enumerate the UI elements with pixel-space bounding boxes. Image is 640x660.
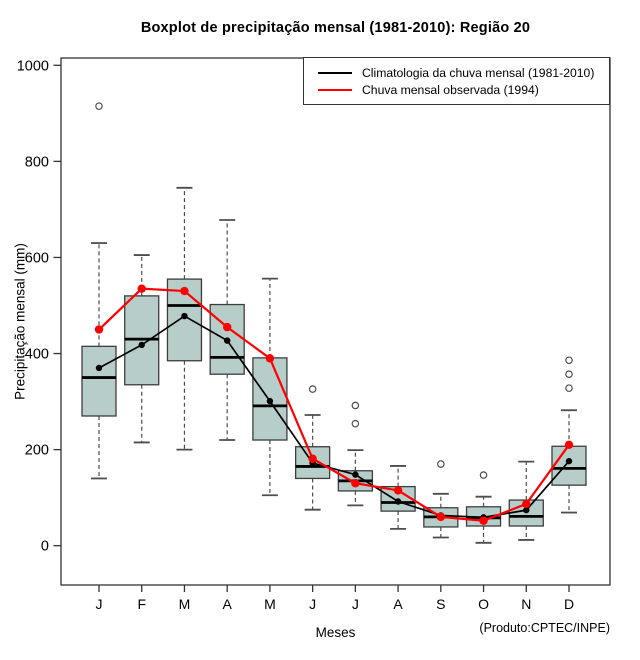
y-axis-title: Precipitação mensal (mm) xyxy=(12,243,28,400)
y-tick-label: 800 xyxy=(24,154,49,171)
y-tick-label: 1000 xyxy=(16,58,49,75)
legend-item-climatology xyxy=(304,64,609,81)
climatology-point xyxy=(139,342,145,348)
legend xyxy=(303,57,610,105)
outlier-point xyxy=(352,420,358,426)
x-axis-title: Meses xyxy=(315,625,356,640)
observed-point xyxy=(479,517,487,525)
climatology-point xyxy=(395,498,401,504)
observed-point xyxy=(180,287,188,295)
x-tick-label: F xyxy=(137,596,147,612)
x-tick-label: J xyxy=(95,596,103,612)
climatology-point xyxy=(352,471,358,477)
x-tick-label: M xyxy=(264,596,276,612)
x-tick-label: J xyxy=(351,596,359,612)
x-tick-label: D xyxy=(563,596,575,612)
observed-point xyxy=(138,284,146,292)
outlier-point xyxy=(309,386,315,392)
outlier-point xyxy=(566,357,572,363)
observed-point xyxy=(266,354,274,362)
x-tick-label: N xyxy=(521,596,532,612)
observed-point xyxy=(522,500,530,508)
climatology-point xyxy=(224,337,230,343)
x-tick-label: O xyxy=(478,596,489,612)
y-tick-label: 400 xyxy=(24,346,49,363)
climatology-point xyxy=(267,398,273,404)
climatology-point xyxy=(566,458,572,464)
outlier-point xyxy=(438,461,444,467)
box xyxy=(552,446,586,485)
box xyxy=(82,346,116,416)
y-tick-label: 600 xyxy=(24,250,49,267)
observed-point xyxy=(308,455,316,463)
outlier-point xyxy=(96,103,102,109)
outlier-point xyxy=(566,385,572,391)
y-tick-label: 0 xyxy=(40,538,49,555)
chart-title: Boxplot de precipitação mensal (1981-2010): Região 20 xyxy=(140,20,531,36)
climatology-line-swatch xyxy=(318,72,352,74)
legend-item-observed xyxy=(304,81,609,98)
observed-point xyxy=(437,513,445,521)
observed-line-swatch xyxy=(318,89,352,91)
x-tick-label: A xyxy=(393,596,403,612)
legend-label-observed: Chuva mensal observada (1994) xyxy=(362,82,539,97)
observed-point xyxy=(394,486,402,494)
climatology-point xyxy=(181,313,187,319)
outlier-point xyxy=(566,371,572,377)
observed-point xyxy=(223,323,231,331)
legend-label-climatology: Climatologia da chuva mensal (1981-2010) xyxy=(362,65,595,80)
x-tick-label: M xyxy=(178,596,191,612)
x-tick-label: J xyxy=(309,596,317,612)
y-tick-label: 200 xyxy=(24,442,49,459)
observed-point xyxy=(351,479,359,487)
observed-point xyxy=(95,325,103,333)
x-tick-label: S xyxy=(436,596,446,612)
outlier-point xyxy=(480,472,486,478)
observed-point xyxy=(565,441,573,449)
x-tick-label: A xyxy=(222,596,232,612)
outlier-point xyxy=(352,402,358,408)
credit-text: (Produto:CPTEC/INPE) xyxy=(479,621,610,635)
climatology-point xyxy=(96,365,102,371)
